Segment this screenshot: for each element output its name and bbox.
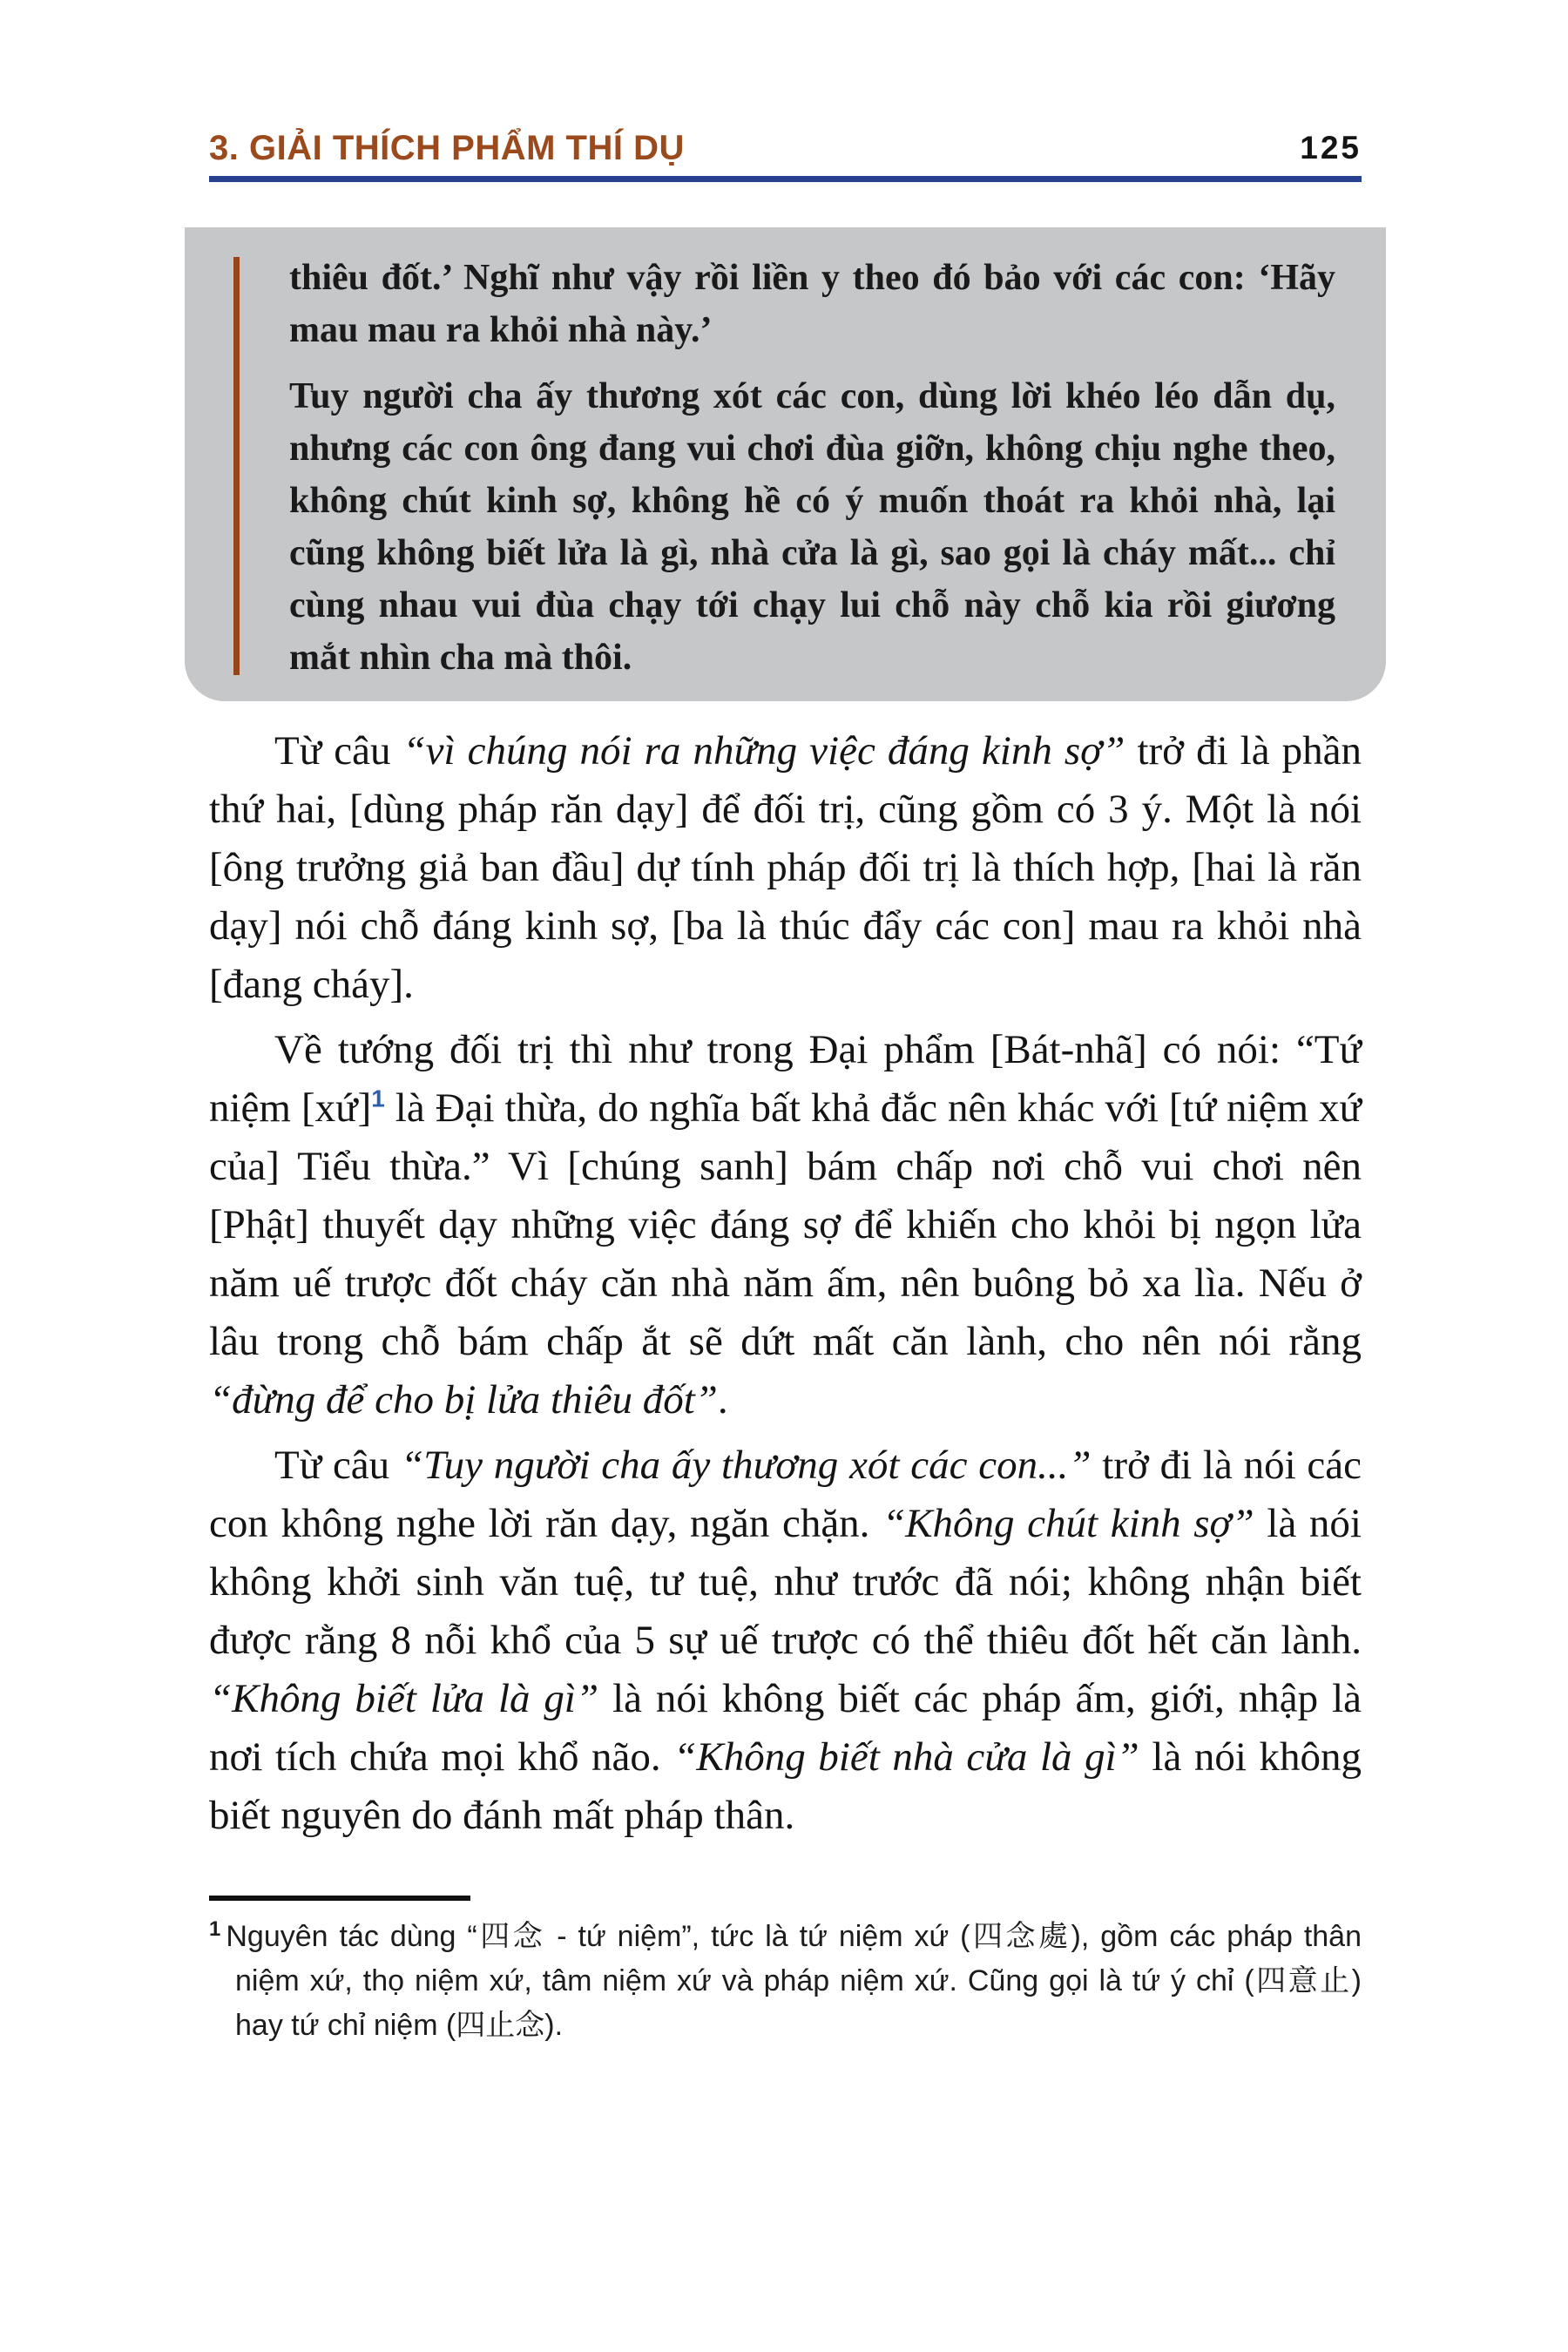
footnote-text [226,1920,1362,2042]
chapter-title: 3. GIẢI THÍCH PHẨM THÍ DỤ [209,129,685,167]
text-run: trở đi là phần thứ hai, [dùng pháp răn dạy] để đối trị, cũng gồm có 3 ý. Một là nói [ông trưởng giả ban đầu] dự tính pháp đối trị là thích hợp, [hai là răn dạy] nói chỗ đáng kinh sợ, [ba là thúc đẩy các con] mau ra khỏi nhà [đang cháy]. [209,728,1362,1007]
text-run: Về tướng đối trị thì như trong Đại phẩm [Bát-nhã] có nói: “Tứ niệm [xứ] [209,1027,1362,1131]
header-rule [209,176,1362,182]
text-run: là nói không khởi sinh văn tuệ, tư tuệ, như trước đã nói; không nhận biết được rằng 8 nỗi khổ của 5 sự uế trược có thể thiêu đốt hết căn lành. [209,1501,1362,1663]
page-header [209,129,1362,167]
quote-accent-bar [233,257,240,675]
footnote-separator [209,1896,470,1901]
quoted-phrase: “đừng để cho bị lửa thiêu đốt” [209,1377,718,1423]
quote-paragraph: Tuy người cha ấy thương xót các con, dùng lời khéo léo dẫn dụ, nhưng các con ông đang vui chơi đùa giỡn, không chịu nghe theo, không chút kinh sợ, không hề có ý muốn thoát ra khỏi nhà, lại cũng không biết lửa là gì, nhà cửa là gì, sao gọi là cháy mất... chỉ cùng nhau vui đùa chạy tới chạy lui chỗ này chỗ kia rồi giương mắt nhìn cha mà thôi. [289,376,1335,678]
text-run: Nguyên tác dùng “四念 - tứ niệm”, tức là tứ niệm xứ (四念處), gồm các pháp thân niệm xứ, thọ niệm xứ, tâm niệm xứ và pháp niệm xứ. Cũng gọi là tứ ý chỉ (四意止) hay tứ chỉ niệm (四止念). [226,1920,1362,2042]
footnote-ref: 1 [371,1085,385,1112]
text-run: Từ câu [274,1443,401,1488]
footnote-marker: 1 [209,1916,221,1941]
footnote [209,1915,1362,2048]
commentary-section [209,722,1362,1845]
quoted-phrase: “Tuy người cha ấy thương xót các con...” [400,1443,1092,1488]
scripture-quote-block [185,227,1386,701]
text-run: là nói không biết nguyên do đánh mất pháp thân. [209,1734,1362,1838]
quoted-phrase: “Không biết nhà cửa là gì” [673,1734,1139,1780]
body-paragraph [209,1021,1362,1429]
text-run: Từ câu [274,728,403,774]
quoted-phrase: “Không chút kinh sợ” [882,1501,1254,1546]
body-paragraph [209,722,1362,1014]
body-paragraph [209,1436,1362,1845]
text-run: trở đi là nói các con không nghe lời răn dạy, ngăn chặn. [209,1443,1362,1546]
quoted-phrase: “Không biết lửa là gì” [209,1676,599,1721]
quoted-phrase: “vì chúng nói ra những việc đáng kinh sợ” [402,728,1125,774]
text-run: . [717,1377,728,1423]
page-number: 125 [1300,130,1362,166]
text-run: là nói không biết các pháp ấm, giới, nhập là nơi tích chứa mọi khổ não. [209,1676,1362,1780]
quote-paragraph: thiêu đốt.’ Nghĩ như vậy rồi liền y theo đó bảo với các con: ‘Hãy mau mau ra khỏi nhà này.’ [289,258,1335,350]
text-run: là Đại thừa, do nghĩa bất khả đắc nên khác với [tứ niệm xứ của] Tiểu thừa.” Vì [chúng sanh] bám chấp nơi chỗ vui chơi nên [Phật] thuyết dạy những việc đáng sợ để khiến cho khỏi bị ngọn lửa năm uế trược đốt cháy căn nhà năm ấm, nên buông bỏ xa lìa. Nếu ở lâu trong chỗ bám chấp ắt sẽ dứt mất căn lành, cho nên nói rằng [209,1085,1362,1364]
